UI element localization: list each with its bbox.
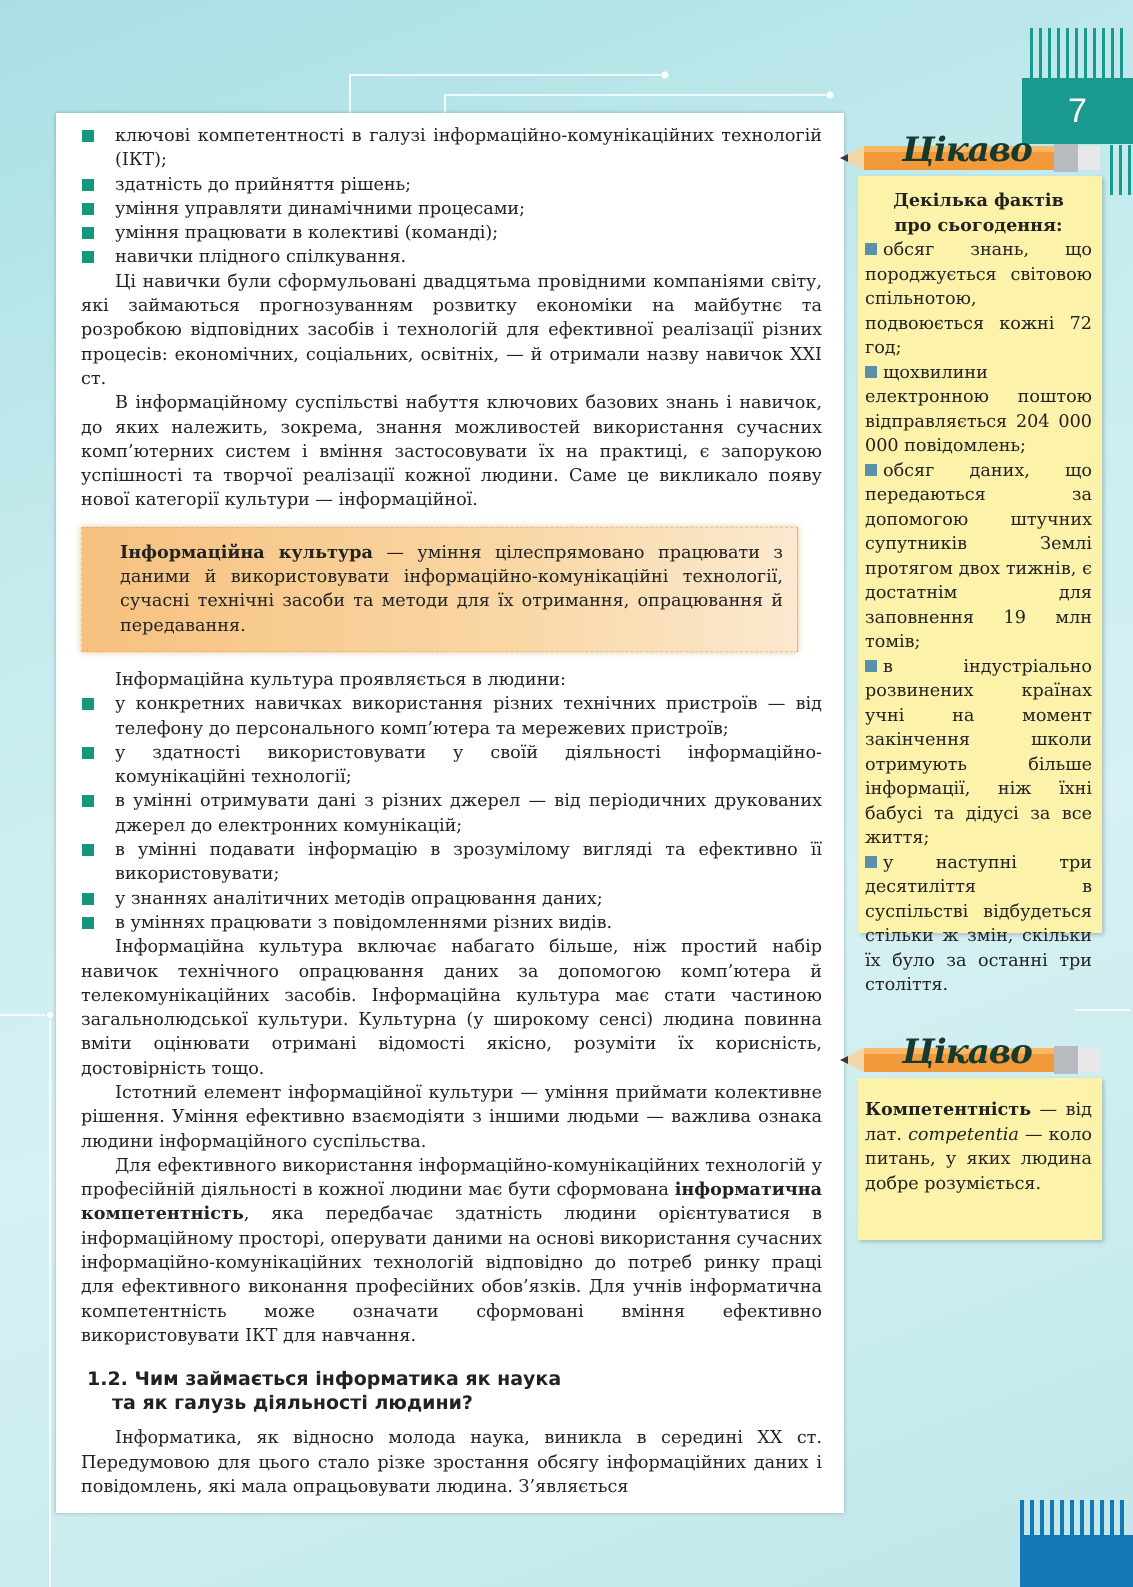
bullet-square-icon	[865, 366, 877, 378]
paragraph: Істотний елемент інформаційної культури — уміння приймати колективне рішення. Уміння ефективно взаємодіяти з іншими людьми — важлива ознака людини інформаційного суспільства.	[81, 1082, 822, 1152]
note-list-item: обсяг даних, що передаються за допомогою штучних супутників Землі протягом двох тижнів, є достатнім для заповнення 19 млн томів;	[865, 460, 1092, 652]
list-item: в уміннях працювати з повідомленнями різних видів.	[81, 911, 822, 935]
note-list-item: обсяг знань, що породжується світовою спільнотою, подвоюється кожні 72 год;	[865, 240, 1092, 358]
bullet-square-icon	[82, 251, 94, 263]
paragraph: Інформаційна культура проявляється в людини:	[115, 669, 566, 690]
note-list-item: щохвилини електронною поштою відправляється 204 000 000 повідомлень;	[865, 362, 1092, 456]
list-item: уміння працювати в колективі (команді);	[81, 221, 822, 245]
paragraph: Для ефективного використання інформаційно-комунікаційних технологій у професійній діяльності в кожної людини має бути сформована інформатична компетентність, яка передбачає здатність людини орієнтуватися в інформаційному просторі, оперувати даними на основі використання сучасних інформаційно-комунікаційних технологій відповідно до потреб ринку праці для ефективного виконання професійних обов’язків. Для учнів інформатична компетентність може означати сформовані вміння ефективно використовувати ІКТ для навчання.	[81, 1155, 822, 1346]
list-item: у конкретних навичках використання різних технічних пристроїв — від телефону до персонального комп’ютера та мережевих пристроїв;	[81, 692, 822, 741]
section-heading	[87, 1367, 822, 1415]
main-content	[81, 124, 822, 1499]
paragraph: Інформаційна культура включає набагато більше, ніж простий набір навичок технічного опрацювання даних за допомогою комп’ютера й телекомунікаційних засобів. Інформаційна культура має стати частиною загальнолюдської культури. Культурна (у широкому сенсі) людина повинна вміти оцінювати отримані відомості якісно, розуміти їх корисність, достовірність тощо.	[81, 937, 822, 1079]
definition-note	[858, 1078, 1102, 1240]
bullet-square-icon	[82, 130, 94, 142]
bullet-square-icon	[82, 844, 94, 856]
list-item: у знаннях аналітичних методів опрацювання даних;	[81, 887, 822, 911]
note-title: Декілька фактів про сьогодення:	[893, 190, 1064, 236]
section-number: 1.2.	[87, 1368, 128, 1391]
list-item: в умінні отримувати дані з різних джерел — від періодичних друкованих джерел до електронних комунікацій;	[81, 789, 822, 838]
fun-facts-note	[858, 176, 1102, 995]
definition-term: Інформаційна культура	[120, 541, 373, 563]
section-title-line1: Чим займається інформатика як наука	[134, 1368, 562, 1391]
bullet-square-icon	[82, 795, 94, 807]
list-item: ключові компетентності в галузі інформаційно-комунікаційних технологій (ІКТ);	[81, 124, 822, 173]
list-item: навички плідного спілкування.	[81, 245, 822, 269]
list-item: в умінні подавати інформацію в зрозумілому вигляді та ефективно її використовувати;	[81, 838, 822, 887]
note-list-item: в індустріально розвинених країнах учні на момент закінчення школи отримують більше інформації, ніж їхні бабусі та дідусі за все життя;	[865, 656, 1092, 848]
note-label: Цікаво	[902, 1032, 1032, 1072]
bullet-square-icon	[865, 660, 877, 672]
paragraph: Інформатика, як відносно молода наука, виникла в середині XX ст. Передумовою для цього стало різке зростання обсягу інформаційних даних і повідомлень, які мала опрацьовувати людина. З’являється	[81, 1428, 822, 1497]
bold-term: інформатична компетентність	[81, 1179, 822, 1225]
definition-box	[81, 527, 798, 652]
skills-list	[81, 124, 822, 270]
paragraph: В інформаційному суспільстві набуття ключових базових знань і навичок, до яких належить, зокрема, знання можливостей використання сучасних комп’ютерних систем і вміння застосовувати їх на практиці, є запорукою успішності та творчої реалізації кожної людини. Саме це викликало появу нової категорії культури — інформаційної.	[81, 393, 822, 511]
comb-decoration-right	[1110, 145, 1133, 195]
comb-decoration-bottom	[1020, 1500, 1133, 1587]
bullet-square-icon	[82, 893, 94, 905]
section-title-line2: та як галузь діяльності людини?	[112, 1392, 473, 1415]
bullet-square-icon	[865, 464, 877, 476]
paragraph: Ці навички були сформульовані двадцятьма провідними компаніями світу, які займаються прогнозуванням розвитку економіки на майбутнє та розробкою відповідних засобів і технологій для ефективної реалізації різних процесів: економічних, соціальних, освітніх, — й отримали назву навичок XXI ст.	[81, 271, 822, 389]
definition-text: — уміння цілеспрямовано працювати з даними й використовувати інформаційно-комунікаційні технології, сучасні технічні засоби та методи для їх отримання, опрацювання й передавання.	[120, 542, 783, 636]
list-item: у здатності використовувати у своїй діяльності інформаційно-комунікаційні технології;	[81, 741, 822, 790]
page-number: 7	[1022, 78, 1133, 144]
bullet-square-icon	[82, 179, 94, 191]
list-item: уміння управляти динамічними процесами;	[81, 197, 822, 221]
bullet-square-icon	[82, 203, 94, 215]
bullet-square-icon	[865, 856, 877, 868]
note-definition: Компетентність — від лат. competentia — коло питань, у яких людина добре розуміється.	[865, 1099, 1092, 1194]
culture-list	[81, 692, 822, 935]
comb-decoration-top	[1030, 28, 1133, 80]
bullet-square-icon	[82, 747, 94, 759]
bullet-square-icon	[82, 227, 94, 239]
bullet-square-icon	[82, 698, 94, 710]
bullet-square-icon	[82, 917, 94, 929]
note-label: Цікаво	[902, 130, 1032, 170]
list-item: здатність до прийняття рішень;	[81, 173, 822, 197]
note-list-item: у наступні три десятиліття в суспільстві відбудеться стільки ж змін, скільки їх було за останні три століття.	[865, 852, 1092, 995]
bullet-square-icon	[865, 243, 877, 255]
